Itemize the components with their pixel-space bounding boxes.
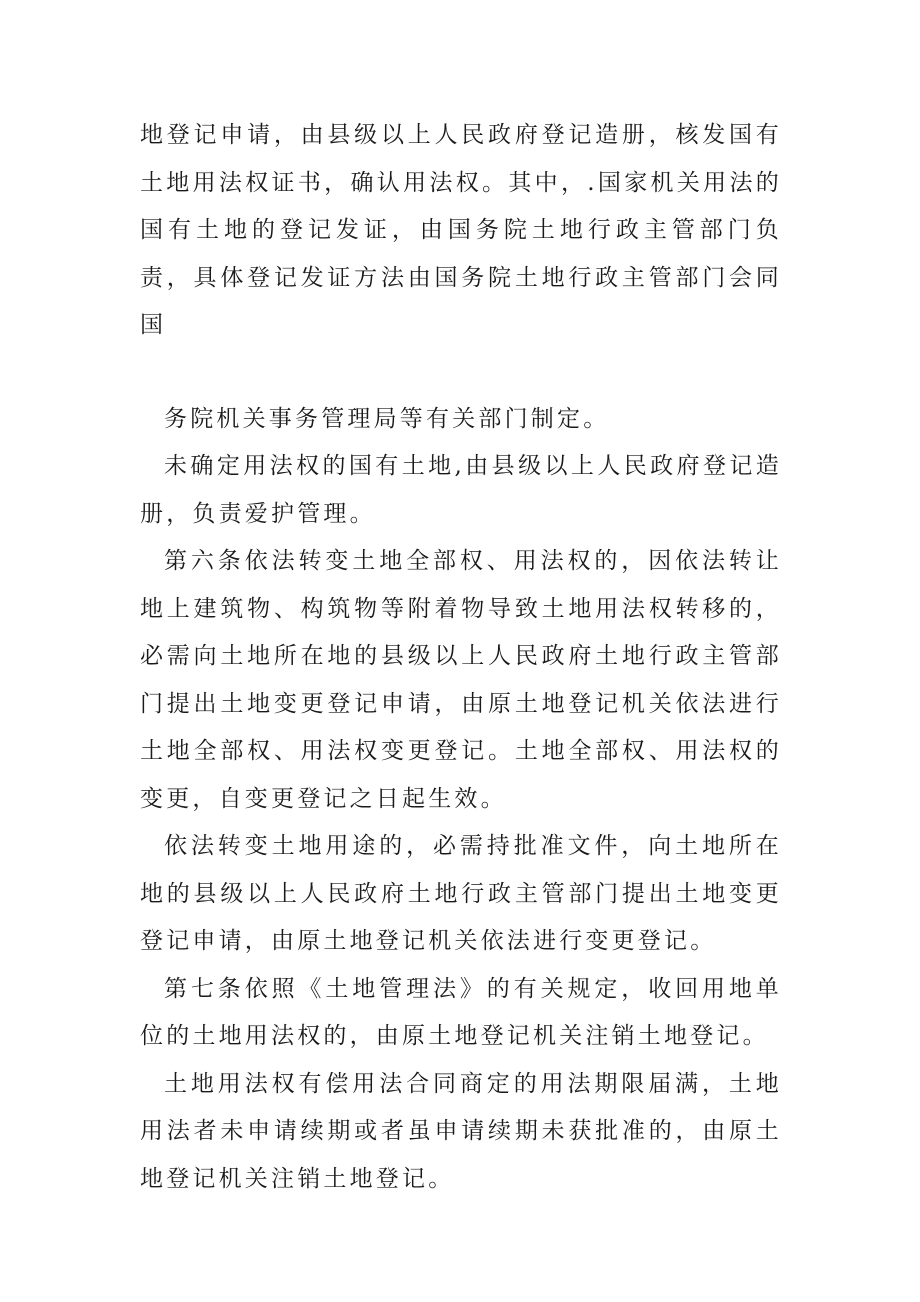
paragraph-gap <box>140 350 782 396</box>
paragraph-7: 土地用法权有偿用法合同商定的用法期限届满，土地用法者未申请续期或者虽申请续期未获批准的，由原土地登记机关注销土地登记。 <box>140 1070 782 1192</box>
paragraph-2: 务院机关事务管理局等有关部门制定。 <box>164 405 610 432</box>
paragraph-6: 第七条依照《土地管理法》的有关规定，收回用地单位的土地用法权的，由原土地登记机关注销土地登记。 <box>140 975 782 1049</box>
paragraph-3: 未确定用法权的国有土地,由县级以上人民政府登记造册，负责爱护管理。 <box>140 453 782 527</box>
paragraph-5: 依法转变土地用途的，必需持批准文件，向土地所在地的县级以上人民政府土地行政主管部门提出土地变更登记申请，由原土地登记机关依法进行变更登记。 <box>140 833 782 954</box>
paragraph-4: 第六条依法转变土地全部权、用法权的，因依法转让地上建筑物、构筑物等附着物导致土地用法权转移的，必需向土地所在地的县级以上人民政府土地行政主管部门提出土地变更登记申请，由原土地登记机关依法进行土地全部权、用法权变更登记。土地全部权、用法权的变更，自变更登记之日起生效。 <box>140 548 782 812</box>
paragraph-1: 地登记申请，由县级以上人民政府登记造册，核发国有土地用法权证书，确认用法权。其中，.国家机关用法的国有土地的登记发证，由国务院土地行政主管部门负责，具体登记发证方法由国务院土地行政主管部门会同国 <box>140 122 782 338</box>
document-page <box>140 112 782 1203</box>
